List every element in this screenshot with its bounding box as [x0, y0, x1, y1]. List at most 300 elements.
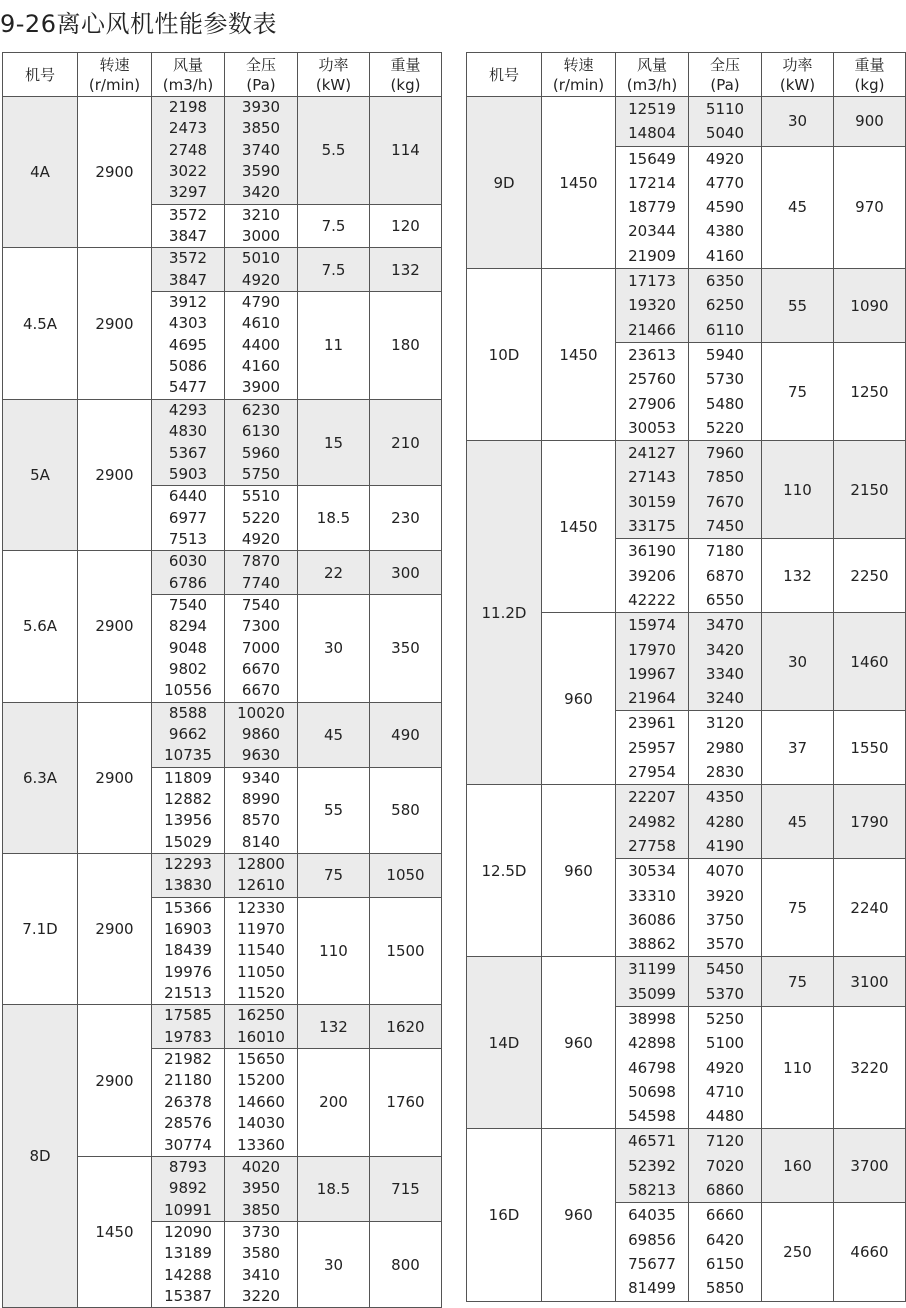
weight-cell: 4660: [834, 1203, 906, 1301]
pressure-value: 3750: [705, 910, 745, 929]
power-cell: 37: [762, 711, 834, 785]
flow-value: 31199: [628, 960, 676, 979]
flow-value: 10735: [164, 746, 212, 765]
power-cell: 15: [298, 399, 370, 485]
column-header-label: 风量: [172, 55, 203, 74]
column-header-label: 重量: [390, 55, 421, 74]
flow-value: 14288: [164, 1265, 212, 1284]
flow-value: 15029: [164, 832, 212, 851]
power-cell: 11: [298, 292, 370, 400]
flow-value: 69856: [628, 1230, 676, 1249]
pressure-value: 7960: [705, 444, 745, 463]
flow-value: 42898: [628, 1034, 676, 1053]
model-cell: 14D: [467, 957, 542, 1129]
weight-cell: 3700: [834, 1129, 906, 1203]
weight-cell: 1760: [370, 1049, 442, 1157]
pressure-cell: [689, 1006, 762, 1128]
flow-value: 18779: [628, 198, 676, 217]
flow-value: 9662: [168, 724, 208, 743]
flow-value: 13189: [164, 1244, 212, 1263]
flow-cell: [616, 441, 689, 539]
flow-value: 8294: [168, 617, 208, 636]
flow-cell: [152, 1221, 225, 1307]
table-row: [467, 1129, 906, 1203]
weight-cell: 300: [370, 551, 442, 595]
flow-value: 6786: [168, 573, 208, 592]
table-row: [3, 854, 442, 898]
flow-cell: [152, 1005, 225, 1049]
pressure-cell: [689, 97, 762, 147]
pressure-cell: [225, 551, 298, 595]
model-cell: 16D: [467, 1129, 542, 1301]
weight-cell: 490: [370, 702, 442, 767]
flow-value: 4303: [168, 314, 208, 333]
flow-cell: [616, 613, 689, 711]
pressure-value: 4190: [705, 836, 745, 855]
flow-cell: [152, 97, 225, 205]
pressure-value: 3570: [705, 935, 745, 954]
flow-value: 36190: [628, 542, 676, 561]
flow-value: 12882: [164, 790, 212, 808]
header-row: [3, 53, 442, 97]
pressure-value: 5730: [705, 370, 745, 389]
pressure-value: 7180: [705, 542, 745, 561]
pressure-value: 5450: [705, 960, 745, 979]
pressure-value: 4070: [705, 862, 745, 881]
column-header: [689, 53, 762, 97]
pressure-value: 5250: [705, 1009, 745, 1028]
column-header-unit: (Pa): [246, 75, 276, 94]
flow-value: 5367: [168, 443, 208, 462]
pressure-value: 16250: [237, 1006, 285, 1025]
model-cell: 8D: [3, 1005, 78, 1308]
flow-value: 17970: [628, 640, 676, 659]
flow-value: 27906: [628, 394, 676, 413]
pressure-value: 14660: [237, 1092, 285, 1111]
pressure-cell: [225, 702, 298, 767]
power-cell: 110: [298, 897, 370, 1005]
weight-cell: 180: [370, 292, 442, 400]
column-header-label: 重量: [854, 55, 885, 74]
column-header: [225, 53, 298, 97]
flow-cell: [152, 399, 225, 485]
flow-cell: [616, 859, 689, 957]
flow-value: 30774: [164, 1135, 212, 1154]
column-header-unit: (m3/h): [162, 75, 214, 94]
pressure-value: 6350: [705, 272, 745, 291]
table-header: [467, 53, 906, 97]
pressure-value: 3580: [241, 1244, 281, 1263]
column-header-label: 转速: [99, 55, 130, 74]
table-row: [467, 785, 906, 859]
pressure-value: 10020: [237, 703, 285, 722]
table-header: [3, 53, 442, 97]
flow-cell: [152, 292, 225, 400]
pressure-value: 6420: [705, 1230, 745, 1249]
speed-cell: 1450: [542, 97, 616, 269]
flow-cell: [616, 97, 689, 147]
pressure-value: 5370: [705, 984, 745, 1003]
pressure-cell: [689, 441, 762, 539]
pressure-value: 3730: [241, 1222, 281, 1241]
flow-value: 12519: [628, 100, 676, 118]
pressure-value: 2980: [705, 738, 745, 757]
pressure-value: 4160: [241, 357, 281, 376]
flow-value: 2748: [168, 140, 208, 159]
flow-value: 14804: [628, 124, 676, 143]
pressure-value: 6550: [705, 590, 745, 609]
flow-value: 12293: [164, 855, 212, 874]
pressure-cell: [225, 204, 298, 248]
pressure-cell: [225, 97, 298, 205]
pressure-cell: [689, 957, 762, 1007]
pressure-value: 3850: [241, 1200, 281, 1219]
pressure-value: 5750: [241, 464, 281, 483]
pressure-value: 4920: [241, 529, 281, 548]
flow-value: 9048: [168, 638, 208, 657]
pressure-value: 3420: [705, 640, 745, 659]
flow-value: 12090: [164, 1222, 212, 1241]
flow-value: 13830: [164, 876, 212, 895]
pressure-value: 4920: [705, 1058, 745, 1077]
column-header: [467, 53, 542, 97]
column-header-label: 功率: [782, 55, 813, 74]
flow-value: 17173: [628, 272, 676, 291]
flow-value: 58213: [628, 1181, 676, 1200]
pressure-cell: [225, 767, 298, 853]
pressure-value: 6150: [705, 1254, 745, 1273]
flow-value: 28576: [164, 1114, 212, 1133]
flow-value: 21466: [628, 320, 676, 339]
flow-value: 27143: [628, 468, 676, 487]
weight-cell: 1250: [834, 342, 906, 440]
flow-value: 2198: [168, 98, 208, 116]
column-header: [834, 53, 906, 97]
model-cell: 5.6A: [3, 551, 78, 702]
power-cell: 22: [298, 551, 370, 595]
weight-cell: 2240: [834, 859, 906, 957]
pressure-value: 4400: [241, 335, 281, 354]
pressure-value: 15200: [237, 1071, 285, 1090]
pressure-cell: [689, 785, 762, 859]
model-cell: 4.5A: [3, 248, 78, 399]
flow-value: 2473: [168, 119, 208, 138]
power-cell: 30: [298, 594, 370, 702]
power-cell: 18.5: [298, 1156, 370, 1221]
pressure-value: 3950: [241, 1179, 281, 1198]
flow-value: 19783: [164, 1027, 212, 1046]
table-row: [3, 399, 442, 485]
pressure-value: 15650: [237, 1050, 285, 1069]
weight-cell: 1460: [834, 613, 906, 711]
flow-value: 21909: [628, 246, 676, 265]
flow-cell: [152, 551, 225, 595]
flow-value: 26378: [164, 1092, 212, 1111]
pressure-value: 11540: [237, 941, 285, 960]
column-header: [78, 53, 152, 97]
flow-value: 18439: [164, 941, 212, 960]
weight-cell: 2250: [834, 539, 906, 613]
pressure-value: 6670: [241, 681, 281, 700]
pressure-value: 7020: [705, 1156, 745, 1175]
pressure-value: 6860: [705, 1181, 745, 1200]
pressure-value: 6110: [705, 320, 745, 339]
flow-value: 8588: [168, 703, 208, 722]
pressure-value: 4020: [241, 1157, 281, 1176]
flow-value: 21964: [628, 689, 676, 708]
pressure-cell: [689, 146, 762, 268]
flow-value: 3572: [168, 249, 208, 268]
column-header: [370, 53, 442, 97]
flow-value: 38998: [628, 1009, 676, 1028]
pressure-value: 4770: [705, 173, 745, 192]
pressure-cell: [689, 539, 762, 613]
pressure-value: 6250: [705, 296, 745, 315]
column-header-label: 机号: [24, 65, 55, 84]
pressure-value: 4920: [241, 270, 281, 289]
pressure-value: 5110: [705, 100, 745, 118]
power-cell: 75: [762, 859, 834, 957]
power-cell: 75: [762, 957, 834, 1007]
pressure-value: 12330: [237, 898, 285, 917]
weight-cell: 970: [834, 146, 906, 268]
pressure-value: 7450: [705, 517, 745, 536]
pressure-value: 7000: [241, 638, 281, 657]
pressure-value: 4160: [705, 246, 745, 265]
pressure-value: 3410: [241, 1265, 281, 1284]
pressure-value: 8140: [241, 832, 281, 851]
fan-spec-table-right: [466, 52, 906, 1302]
flow-value: 4830: [168, 422, 208, 441]
flow-value: 15366: [164, 898, 212, 917]
weight-cell: 715: [370, 1156, 442, 1221]
speed-cell: 1450: [78, 1156, 152, 1307]
flow-value: 30053: [628, 418, 676, 437]
pressure-value: 4610: [241, 314, 281, 333]
flow-value: 15649: [628, 149, 676, 168]
pressure-cell: [689, 1203, 762, 1301]
pressure-cell: [689, 342, 762, 440]
column-header-unit: (kg): [390, 75, 421, 94]
pressure-value: 3850: [241, 119, 281, 138]
flow-value: 10556: [164, 681, 212, 700]
column-header-unit: (Pa): [710, 75, 740, 94]
pressure-value: 4590: [705, 198, 745, 217]
flow-cell: [152, 248, 225, 292]
flow-value: 30159: [628, 492, 676, 511]
power-cell: 30: [762, 97, 834, 147]
column-header-label: 转速: [563, 55, 594, 74]
flow-value: 15387: [164, 1286, 212, 1305]
flow-value: 9802: [168, 659, 208, 678]
column-header: [542, 53, 616, 97]
pressure-value: 8990: [241, 790, 281, 808]
pressure-value: 4710: [705, 1082, 745, 1101]
weight-cell: 1500: [370, 897, 442, 1005]
flow-cell: [616, 342, 689, 440]
pressure-value: 4380: [705, 222, 745, 241]
pressure-value: 3920: [705, 886, 745, 905]
flow-value: 6440: [168, 487, 208, 506]
flow-cell: [616, 957, 689, 1007]
flow-cell: [152, 1156, 225, 1221]
table-row: [3, 248, 442, 292]
pressure-value: 5220: [241, 508, 281, 527]
flow-value: 4293: [168, 400, 208, 419]
flow-value: 23613: [628, 345, 676, 364]
speed-cell: 960: [542, 785, 616, 957]
flow-cell: [152, 854, 225, 898]
pressure-value: 4280: [705, 812, 745, 831]
model-cell: 5A: [3, 399, 78, 550]
table-row: [3, 1005, 442, 1049]
column-header-label: 风量: [636, 55, 667, 74]
flow-value: 75677: [628, 1254, 676, 1273]
power-cell: 5.5: [298, 97, 370, 205]
model-cell: 9D: [467, 97, 542, 269]
weight-cell: 210: [370, 399, 442, 485]
flow-value: 3912: [168, 293, 208, 312]
flow-value: 3297: [168, 183, 208, 202]
flow-value: 39206: [628, 566, 676, 585]
pressure-value: 16010: [237, 1027, 285, 1046]
pressure-cell: [689, 1129, 762, 1203]
flow-cell: [152, 767, 225, 853]
flow-value: 25957: [628, 738, 676, 757]
flow-value: 5477: [168, 378, 208, 397]
pressure-value: 4790: [241, 293, 281, 312]
pressure-value: 12610: [237, 876, 285, 895]
weight-cell: 2150: [834, 441, 906, 539]
pressure-value: 5010: [241, 249, 281, 268]
flow-value: 6977: [168, 508, 208, 527]
flow-value: 7540: [168, 595, 208, 614]
pressure-value: 6230: [241, 400, 281, 419]
pressure-value: 5480: [705, 394, 745, 413]
power-cell: 132: [762, 539, 834, 613]
weight-cell: 580: [370, 767, 442, 853]
column-header: [616, 53, 689, 97]
flow-value: 6030: [168, 552, 208, 571]
column-header: [298, 53, 370, 97]
flow-cell: [616, 785, 689, 859]
speed-cell: 2900: [78, 248, 152, 399]
model-cell: 6.3A: [3, 702, 78, 853]
column-header: [152, 53, 225, 97]
table-row: [3, 97, 442, 205]
column-header-unit: (m3/h): [626, 75, 678, 94]
pressure-value: 11050: [237, 962, 285, 981]
pressure-value: 5220: [705, 418, 745, 437]
speed-cell: 2900: [78, 1005, 152, 1156]
power-cell: 55: [762, 269, 834, 343]
pressure-value: 5850: [705, 1279, 745, 1298]
pressure-value: 14030: [237, 1114, 285, 1133]
flow-value: 15974: [628, 616, 676, 635]
flow-value: 46571: [628, 1132, 676, 1151]
weight-cell: 1090: [834, 269, 906, 343]
power-cell: 45: [762, 785, 834, 859]
pressure-value: 5040: [705, 124, 745, 143]
column-header-unit: (r/min): [88, 75, 141, 94]
weight-cell: 1550: [834, 711, 906, 785]
speed-cell: 1450: [542, 269, 616, 441]
column-header-label: 机号: [488, 65, 519, 84]
flow-value: 13956: [164, 811, 212, 830]
flow-value: 52392: [628, 1156, 676, 1175]
flow-cell: [616, 1129, 689, 1203]
pressure-cell: [225, 854, 298, 898]
power-cell: 30: [762, 613, 834, 711]
pressure-cell: [225, 399, 298, 485]
flow-value: 19976: [164, 962, 212, 981]
flow-value: 17214: [628, 173, 676, 192]
power-cell: 75: [298, 854, 370, 898]
pressure-value: 4480: [705, 1107, 745, 1126]
flow-value: 4695: [168, 335, 208, 354]
flow-value: 21982: [164, 1050, 212, 1069]
flow-value: 5903: [168, 464, 208, 483]
flow-value: 10991: [164, 1200, 212, 1219]
table-row: [467, 97, 906, 147]
weight-cell: 1620: [370, 1005, 442, 1049]
speed-cell: 2900: [78, 854, 152, 1005]
flow-cell: [616, 1006, 689, 1128]
pressure-value: 5100: [705, 1034, 745, 1053]
flow-cell: [152, 702, 225, 767]
power-cell: 160: [762, 1129, 834, 1203]
power-cell: 30: [298, 1221, 370, 1307]
pressure-value: 6870: [705, 566, 745, 585]
pressure-value: 7540: [241, 595, 281, 614]
column-header-label: 全压: [709, 55, 740, 74]
pressure-value: 3900: [241, 378, 281, 397]
pressure-value: 6660: [705, 1206, 745, 1225]
flow-value: 24982: [628, 812, 676, 831]
table-body: [467, 97, 906, 1302]
power-cell: 250: [762, 1203, 834, 1301]
flow-cell: [616, 146, 689, 268]
model-cell: 11.2D: [467, 441, 542, 785]
column-header: [3, 53, 78, 97]
power-cell: 45: [298, 702, 370, 767]
pressure-cell: [225, 1049, 298, 1157]
flow-value: 42222: [628, 590, 676, 609]
flow-value: 5086: [168, 357, 208, 376]
pressure-value: 3420: [241, 183, 281, 202]
flow-value: 50698: [628, 1082, 676, 1101]
weight-cell: 120: [370, 204, 442, 248]
weight-cell: 230: [370, 486, 442, 551]
weight-cell: 1050: [370, 854, 442, 898]
flow-value: 7513: [168, 529, 208, 548]
flow-value: 16903: [164, 920, 212, 939]
flow-value: 27954: [628, 763, 676, 782]
column-header-unit: (r/min): [552, 75, 605, 94]
pressure-value: 5960: [241, 443, 281, 462]
pressure-value: 7670: [705, 492, 745, 511]
pressure-value: 3220: [241, 1286, 281, 1305]
pressure-value: 9630: [241, 746, 281, 765]
pressure-value: 7870: [241, 552, 281, 571]
pressure-value: 11520: [237, 984, 285, 1003]
flow-value: 3847: [168, 227, 208, 246]
flow-value: 24127: [628, 444, 676, 463]
weight-cell: 900: [834, 97, 906, 147]
flow-cell: [152, 204, 225, 248]
flow-cell: [152, 486, 225, 551]
power-cell: 7.5: [298, 204, 370, 248]
